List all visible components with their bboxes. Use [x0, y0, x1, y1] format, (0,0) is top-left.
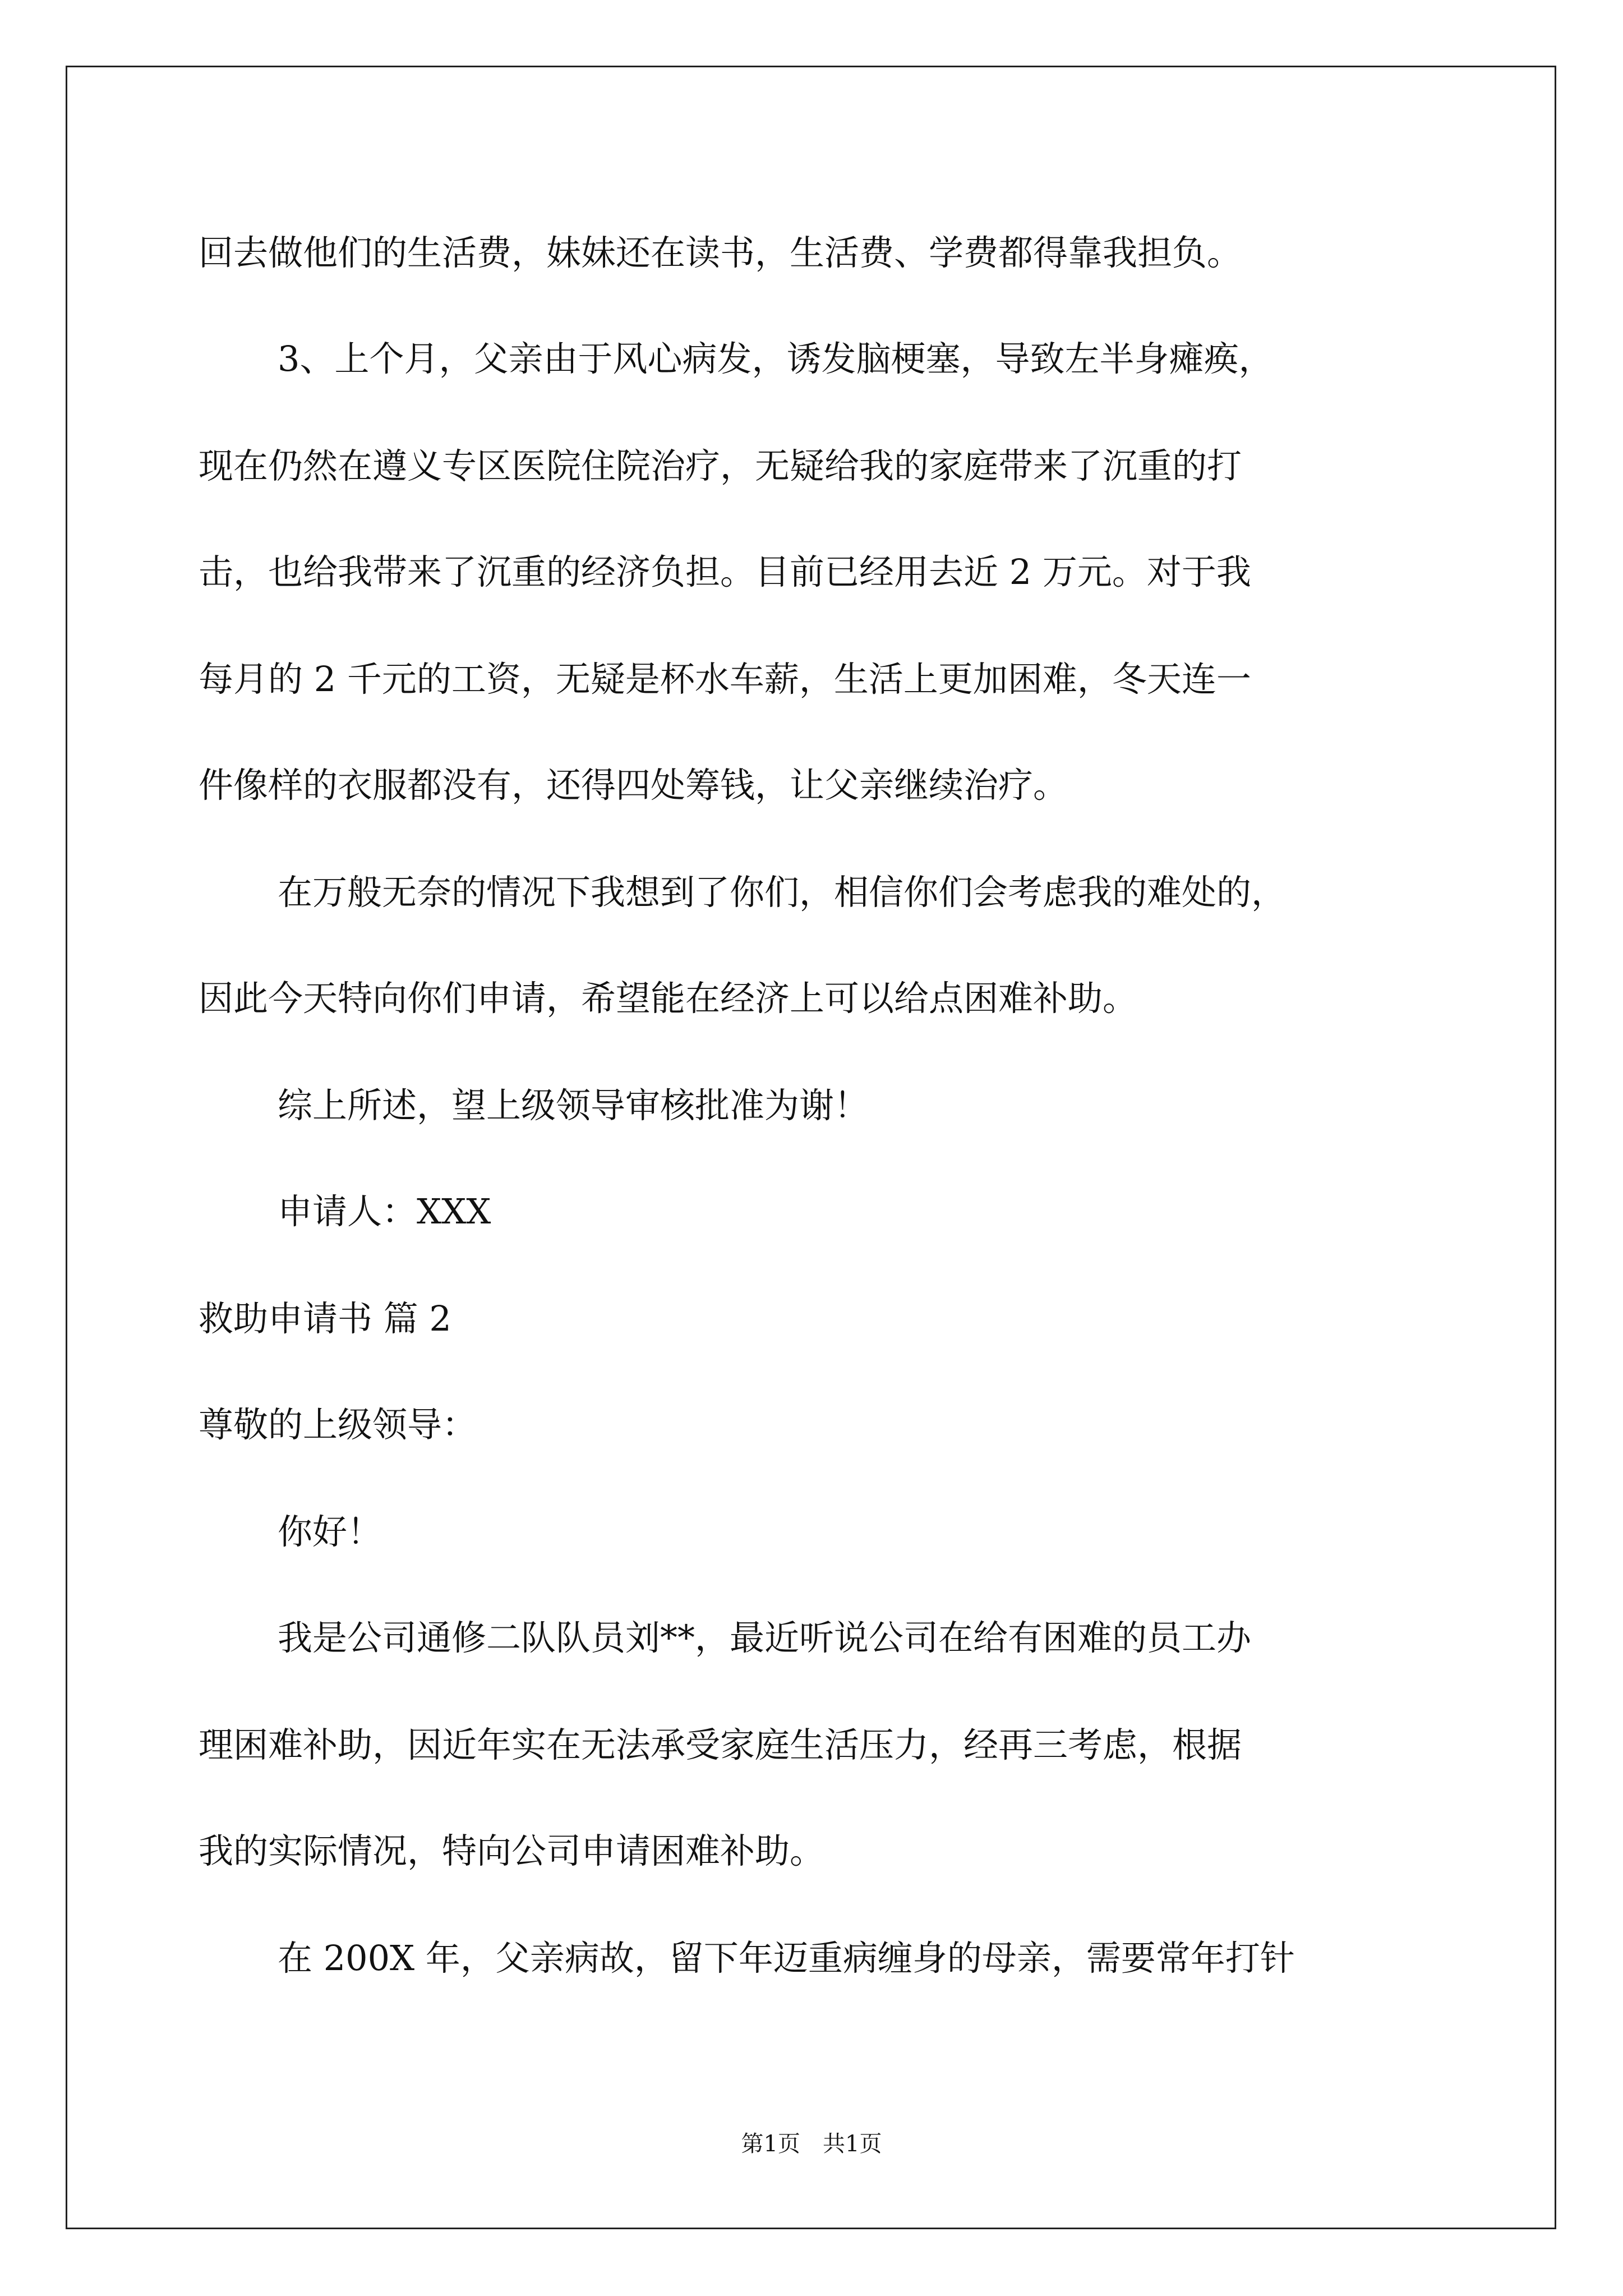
text-line: 每月的 2 千元的工资，无疑是杯水车薪，生活上更加困难，冬天连一 — [199, 659, 1251, 700]
section-heading: 救助申请书 篇 2 — [199, 1298, 451, 1339]
text-line: 击，也给我带来了沉重的经济负担。目前已经用去近 2 万元。对于我 — [199, 551, 1251, 592]
page-footer: 第1页 共1页 — [741, 2131, 882, 2157]
text-line: 我是公司通修二队队员刘**，最近听说公司在给有困难的员工办 — [278, 1617, 1252, 1658]
text-line: 理困难补助，因近年实在无法承受家庭生活压力，经再三考虑，根据 — [199, 1724, 1242, 1765]
salutation: 尊敬的上级领导： — [199, 1404, 477, 1445]
text-line: 综上所述，望上级领导审核批准为谢！ — [278, 1085, 869, 1126]
text-line: 现在仍然在遵义专区医院住院治疗，无疑给我的家庭带来了沉重的打 — [199, 445, 1242, 486]
text-line: 在 200X 年，父亲病故，留下年迈重病缠身的母亲，需要常年打针 — [278, 1938, 1295, 1978]
text-line: 件像样的衣服都没有，还得四处筹钱，让父亲继续治疗。 — [199, 765, 1068, 806]
text-line: 我的实际情况，特向公司申请困难补助。 — [199, 1830, 825, 1871]
greeting: 你好！ — [278, 1511, 382, 1552]
text-line: 因此今天特向你们申请，希望能在经济上可以给点困难补助。 — [199, 978, 1138, 1019]
page-border — [66, 66, 1556, 2229]
text-line: 回去做他们的生活费，妹妹还在读书，生活费、学费都得靠我担负。 — [199, 232, 1242, 273]
text-line: 3、上个月，父亲由于风心病发，诱发脑梗塞，导致左半身瘫痪， — [278, 338, 1274, 379]
text-line: 在万般无奈的情况下我想到了你们，相信你们会考虑我的难处的， — [278, 872, 1287, 913]
signature-line: 申请人：XXX — [278, 1191, 491, 1232]
